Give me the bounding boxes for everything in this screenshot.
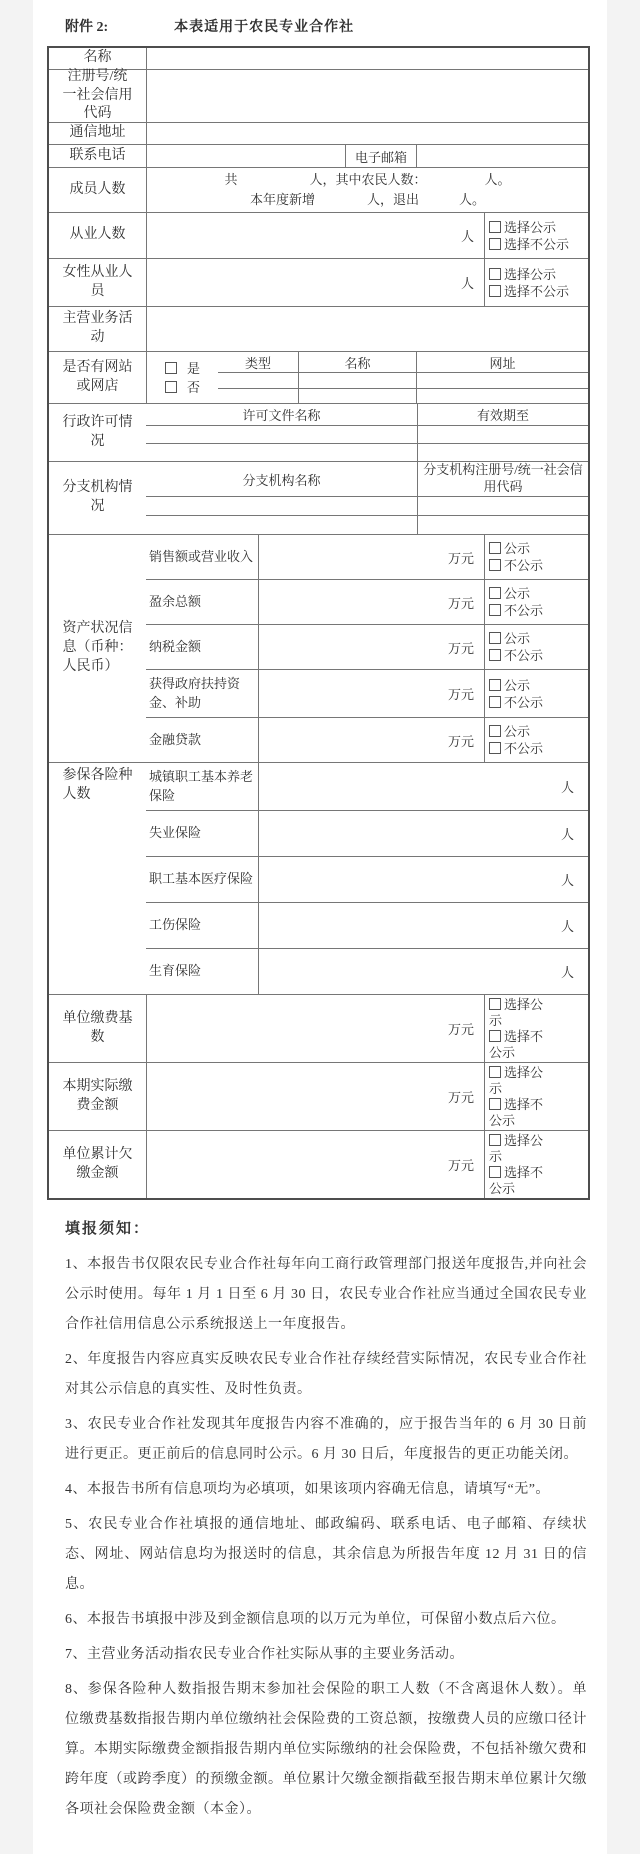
not-publicize-checkbox-icon [489, 742, 501, 754]
license-blank-row [146, 443, 588, 461]
asset-publicity-cell [484, 580, 588, 624]
not-publicize-option-label: 不公示 [504, 741, 544, 756]
assets-subtable [146, 535, 588, 762]
arrears-label-cell [49, 1131, 146, 1198]
unit-label: 人 [460, 276, 474, 291]
female-label: 女性从业人员 [62, 264, 133, 299]
row-address [49, 122, 588, 144]
website-yes-label: 是 [186, 360, 200, 376]
license-doc-header-cell [146, 404, 417, 425]
website-no-label: 否 [186, 379, 200, 395]
note-item-2: 2、年度报告内容应真实反映农民专业合作社存续经营实际情况，农民专业合作社对其公示信息的真实性、及时性负责。 [65, 1352, 587, 1397]
unit-label: 万元 [447, 550, 474, 566]
asset-row-label-cell [146, 625, 258, 669]
phone-label-cell [49, 145, 146, 167]
unit-label: 万元 [447, 1158, 474, 1173]
insurance-row-label: 失业保险 [149, 825, 202, 841]
license-expiry-header-cell [417, 404, 588, 425]
publicize-checkbox-icon [489, 679, 501, 691]
phone-blank-field [146, 145, 345, 167]
publicize-checkbox-icon [489, 725, 501, 737]
branch-name-header-cell [146, 462, 417, 496]
business-blank-field [146, 307, 588, 351]
employees-publicity-cell [484, 213, 588, 258]
not-publicize-option-label: 选择不公示 [489, 1028, 544, 1060]
assets-label-cell [49, 535, 146, 762]
publicize-option-label: 公示 [504, 541, 531, 556]
branch-blank-row [146, 515, 588, 534]
website-blank-row [218, 388, 588, 404]
actual-payment-label: 本期实际缴费金额 [62, 1078, 133, 1113]
not-publicize-option-label: 不公示 [504, 603, 544, 618]
name-blank-field [146, 48, 588, 69]
not-publicize-checkbox-icon [489, 604, 501, 616]
members-total-prefix: 共 [224, 172, 238, 187]
row-branch [49, 461, 588, 534]
asset-row-label: 获得政府扶持资金、补助 [149, 676, 241, 710]
publicize-option [489, 1065, 549, 1097]
row-insurance [49, 762, 588, 994]
asset-row-label: 盈余总额 [149, 593, 202, 609]
not-publicize-option-label: 选择不公示 [504, 236, 570, 252]
row-website [49, 351, 588, 403]
insurance-row-medical [146, 856, 588, 902]
row-main-business [49, 306, 588, 351]
publicize-checkbox-icon [489, 1134, 501, 1146]
row-female-employees [49, 258, 588, 306]
asset-value-cell [258, 718, 484, 762]
website-no-checkbox-icon [165, 381, 177, 393]
asset-row-loan [146, 717, 588, 762]
insurance-subtable [146, 763, 588, 994]
members-quit-end: 人。 [459, 192, 486, 207]
insurance-row-label: 职工基本医疗保险 [149, 871, 254, 887]
publicize-checkbox-icon [489, 542, 501, 554]
insurance-label: 参保各险种人数 [62, 768, 133, 802]
members-farmer-mid: 人，其中农民人数： [309, 172, 427, 187]
branch-name-blank-field [146, 497, 417, 515]
website-type-header-cell [218, 352, 298, 372]
note-item-1: 1、本报告书仅限农民专业合作社每年向工商行政管理部门报送年度报告,并向社会公示时使用。每年 1 月 1 日至 6 月 30 日，农民专业合作社应当通过全国农民专业合作社信用信息公示系统报送上一年度报告。 [65, 1257, 587, 1332]
publicize-checkbox-icon [489, 632, 501, 644]
filing-instructions [65, 1216, 587, 1825]
not-publicize-checkbox-icon [489, 1030, 501, 1042]
name-label: 名称 [83, 50, 112, 66]
not-publicize-checkbox-icon [489, 1098, 501, 1110]
asset-row-label: 纳税金额 [149, 638, 202, 654]
document-header [65, 16, 593, 38]
branch-code-blank-field [417, 497, 588, 515]
unit-label: 人 [560, 965, 574, 980]
license-doc-header: 许可文件名称 [242, 408, 321, 423]
asset-publicity-cell [484, 625, 588, 669]
assets-label: 资产状况信息（币种：人民币） [62, 621, 133, 674]
insurance-row-pension [146, 763, 588, 810]
publicize-option [489, 1133, 549, 1165]
note-item-3: 3、农民专业合作社发现其年度报告内容不准确的，应于报告当年的 6 月 30 日前进行更正。更正前后的信息同时公示。6 月 30 日后，年度报告的更正功能关闭。 [65, 1417, 587, 1462]
website-blank-row [218, 372, 588, 388]
asset-row-sales [146, 535, 588, 579]
address-blank-field [146, 123, 588, 144]
arrears-value-cell [146, 1131, 484, 1198]
website-type-header: 类型 [244, 355, 271, 371]
email-label-cell [345, 145, 416, 167]
asset-publicity-cell [484, 718, 588, 762]
regno-label-cell [49, 70, 146, 122]
note-item-6: 6、本报告书填报中涉及到金额信息项的以万元为单位，可保留小数点后六位。 [65, 1612, 566, 1627]
payment-base-publicity-cell [484, 995, 588, 1062]
license-doc-blank-field [146, 444, 417, 461]
arrears-label: 单位累计欠缴金额 [62, 1146, 133, 1181]
members-value-cell [146, 168, 588, 212]
publicize-option-label: 公示 [504, 677, 531, 693]
row-assets [49, 534, 588, 762]
website-name-header: 名称 [344, 355, 371, 371]
not-publicize-option [489, 1165, 549, 1197]
publicize-option-label: 公示 [504, 724, 531, 739]
website-header-row [218, 352, 588, 372]
website-url-header: 网址 [489, 355, 516, 371]
website-name-blank-field [298, 389, 416, 404]
page-title: 本表适用于农民专业合作社 [174, 20, 355, 35]
members-quit-mid: 人，退出 [366, 192, 419, 207]
members-label: 成员人数 [69, 181, 126, 197]
note-item-8: 8、参保各险种人数指报告期末参加社会保险的职工人数（不含离退休人数）。单位缴费基数指报告期内单位缴纳社会保险费的工资总额，按缴费人员的应缴口径计算。本期实际缴费金额指报告期内单位实际缴纳的社会保险费，不包括补缴欠费和跨年度（或跨季度）的预缴金额。单位累计欠缴金额指截至报告期末单位累计欠缴各项社会保险费金额（本金）。 [65, 1682, 587, 1817]
row-name [49, 48, 588, 69]
note-item-4: 4、本报告书所有信息项均为必填项，如果该项内容确无信息，请填写“无”。 [65, 1482, 550, 1497]
asset-row-subsidy [146, 669, 588, 717]
not-publicize-checkbox-icon [489, 696, 501, 708]
branch-name-header: 分支机构名称 [242, 472, 321, 488]
asset-value-cell [258, 580, 484, 624]
publicize-option-label: 选择公示 [489, 1132, 544, 1164]
annual-report-form-table [47, 46, 590, 1200]
website-yes-checkbox-icon [165, 362, 177, 374]
website-yes-no-cell [146, 352, 218, 403]
asset-value-cell [258, 535, 484, 579]
insurance-row-label-cell [146, 811, 258, 856]
insurance-row-label-cell [146, 949, 258, 994]
insurance-row-maternity [146, 948, 588, 994]
members-farmer-end: 人。 [484, 172, 511, 187]
asset-row-label: 金融贷款 [149, 731, 202, 747]
attachment-label: 附件 2: [65, 20, 109, 35]
publicize-option-label: 选择公示 [504, 266, 557, 282]
publicize-option-label: 选择公示 [489, 996, 544, 1028]
branch-code-header-cell [417, 462, 588, 496]
business-label-cell [49, 307, 146, 351]
publicize-checkbox-icon [489, 221, 501, 233]
insurance-row-label-cell [146, 763, 258, 810]
publicize-checkbox-icon [489, 998, 501, 1010]
publicize-checkbox-icon [489, 268, 501, 280]
not-publicize-option-label: 不公示 [504, 648, 544, 663]
not-publicize-checkbox-icon [489, 559, 501, 571]
insurance-label-cell [49, 763, 146, 994]
license-expiry-blank-field [417, 444, 588, 461]
notes-heading: 填报须知： [65, 1221, 151, 1237]
actual-payment-publicity-cell [484, 1063, 588, 1130]
phone-label: 联系电话 [69, 147, 126, 163]
row-members [49, 167, 588, 212]
not-publicize-option-label: 不公示 [504, 558, 544, 573]
insurance-row-label: 生育保险 [149, 963, 202, 979]
license-label: 行政许可情况 [62, 414, 133, 449]
insurance-value-cell [258, 763, 588, 810]
branch-name-blank-field [146, 516, 417, 534]
publicize-checkbox-icon [489, 1066, 501, 1078]
insurance-row-label: 工伤保险 [149, 917, 202, 933]
document-page [33, 0, 607, 1854]
publicize-option [489, 997, 549, 1029]
not-publicize-option-label: 选择不公示 [489, 1096, 544, 1128]
unit-label: 人 [560, 827, 574, 842]
license-blank-row [146, 425, 588, 443]
publicize-checkbox-icon [489, 587, 501, 599]
website-type-blank-field [218, 373, 298, 388]
website-subtable [218, 352, 588, 403]
license-doc-blank-field [146, 426, 417, 443]
asset-value-cell [258, 670, 484, 717]
row-actual-payment [49, 1062, 588, 1130]
publicize-option-label: 选择公示 [489, 1064, 544, 1096]
website-type-blank-field [218, 389, 298, 404]
branch-blank-row [146, 496, 588, 515]
employees-label: 从业人数 [69, 227, 126, 243]
branch-code-blank-field [417, 516, 588, 534]
employees-value-cell [146, 213, 484, 258]
asset-row-tax [146, 624, 588, 669]
license-expiry-header: 有效期至 [476, 408, 529, 423]
branch-header-row [146, 462, 588, 496]
members-new-prefix: 本年度新增 [249, 192, 315, 207]
row-arrears [49, 1130, 588, 1198]
website-name-blank-field [298, 373, 416, 388]
website-label: 是否有网站或网店 [62, 359, 133, 394]
unit-label: 万元 [447, 687, 474, 702]
website-name-header-cell [298, 352, 416, 372]
female-value-cell [146, 259, 484, 306]
business-label: 主营业务活动 [62, 311, 133, 345]
branch-label-cell [49, 462, 146, 534]
unit-label: 人 [560, 873, 574, 888]
members-line-1 [224, 170, 510, 190]
unit-label: 万元 [447, 1090, 474, 1105]
insurance-value-cell [258, 903, 588, 948]
license-subtable [146, 404, 588, 461]
unit-label: 万元 [447, 1022, 474, 1037]
insurance-value-cell [258, 811, 588, 856]
unit-label: 万元 [447, 733, 474, 749]
asset-row-label: 销售额或营业收入 [149, 548, 254, 564]
unit-label: 人 [560, 919, 574, 934]
address-label-cell [49, 123, 146, 144]
website-url-blank-field [416, 373, 588, 388]
actual-payment-label-cell [49, 1063, 146, 1130]
row-phone-email [49, 144, 588, 167]
publicize-option-label: 选择公示 [504, 219, 557, 235]
publicize-option-label: 公示 [504, 631, 531, 646]
email-blank-field [416, 145, 588, 167]
insurance-row-unemployment [146, 810, 588, 856]
arrears-publicity-cell [484, 1131, 588, 1198]
license-expiry-blank-field [417, 426, 588, 443]
not-publicize-checkbox-icon [489, 285, 501, 297]
note-item-7: 7、主营业务活动指农民专业合作社实际从事的主要业务活动。 [65, 1647, 464, 1662]
row-payment-base [49, 994, 588, 1062]
publicize-option-label: 公示 [504, 586, 531, 601]
row-regno [49, 69, 588, 122]
employees-label-cell [49, 213, 146, 258]
not-publicize-option [489, 1029, 549, 1061]
address-label: 通信地址 [69, 125, 126, 141]
asset-publicity-cell [484, 670, 588, 717]
website-label-cell [49, 352, 146, 403]
license-header-row [146, 404, 588, 425]
asset-row-label-cell [146, 580, 258, 624]
not-publicize-option-label: 不公示 [504, 694, 544, 710]
unit-label: 万元 [447, 640, 474, 656]
not-publicize-checkbox-icon [489, 649, 501, 661]
row-license [49, 403, 588, 461]
unit-label: 人 [560, 780, 574, 795]
actual-payment-value-cell [146, 1063, 484, 1130]
not-publicize-checkbox-icon [489, 1166, 501, 1178]
branch-subtable [146, 462, 588, 534]
asset-row-surplus [146, 579, 588, 624]
insurance-row-injury [146, 902, 588, 948]
members-line-2 [250, 190, 485, 210]
regno-blank-field [146, 70, 588, 122]
insurance-row-label-cell [146, 903, 258, 948]
not-publicize-option [489, 1097, 549, 1129]
insurance-value-cell [258, 949, 588, 994]
website-url-blank-field [416, 389, 588, 404]
female-publicity-cell [484, 259, 588, 306]
unit-label: 人 [460, 229, 474, 244]
insurance-value-cell [258, 857, 588, 902]
note-item-5: 5、农民专业合作社填报的通信地址、邮政编码、联系电话、电子邮箱、存续状态、网址、网站信息均为报送时的信息，其余信息为所报告年度 12 月 31 日的信息。 [65, 1517, 587, 1592]
not-publicize-option-label: 选择不公示 [489, 1164, 544, 1196]
name-label-cell [49, 48, 146, 69]
payment-base-label-cell [49, 995, 146, 1062]
website-url-header-cell [416, 352, 588, 372]
license-label-cell [49, 404, 146, 461]
insurance-row-label-cell [146, 857, 258, 902]
female-label-cell [49, 259, 146, 306]
asset-value-cell [258, 625, 484, 669]
row-employees [49, 212, 588, 258]
members-label-cell [49, 168, 146, 212]
asset-publicity-cell [484, 535, 588, 579]
not-publicize-checkbox-icon [489, 238, 501, 250]
regno-label: 注册号/统一社会信用代码 [62, 68, 133, 122]
payment-base-value-cell [146, 995, 484, 1062]
payment-base-label: 单位缴费基数 [62, 1010, 133, 1045]
insurance-row-label: 城镇职工基本养老保险 [149, 769, 254, 803]
asset-row-label-cell [146, 670, 258, 717]
unit-label: 万元 [447, 595, 474, 611]
branch-code-header: 分支机构注册号/统一社会信用代码 [423, 462, 583, 494]
asset-row-label-cell [146, 535, 258, 579]
not-publicize-option-label: 选择不公示 [504, 283, 570, 299]
branch-label: 分支机构情况 [62, 480, 133, 514]
asset-row-label-cell [146, 718, 258, 762]
email-label: 电子邮箱 [354, 149, 407, 165]
